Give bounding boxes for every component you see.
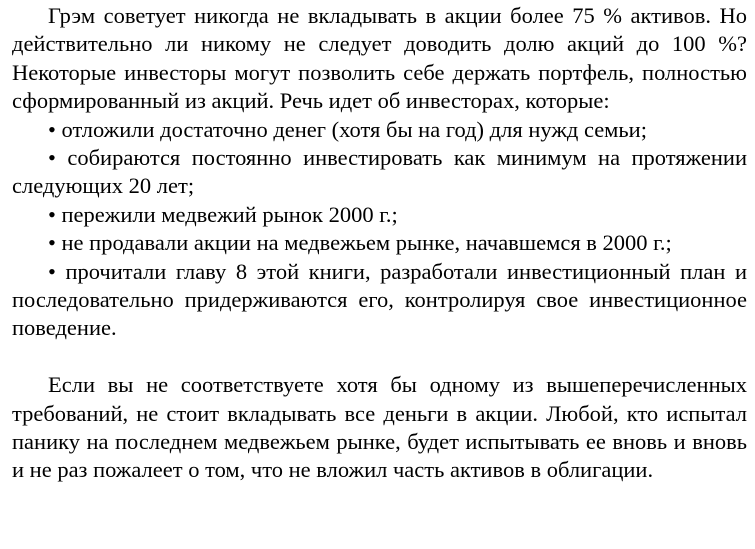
paragraph-spacer xyxy=(12,343,747,371)
bullet-text-1: отложили достаточно денег (хотя бы на год) для нужд семьи; xyxy=(61,116,647,142)
bullet-icon: • xyxy=(48,258,56,284)
bullet-icon: • xyxy=(48,230,56,256)
bullet-item-2 xyxy=(12,144,747,201)
bullet-item-4 xyxy=(12,229,747,257)
intro-paragraph: Грэм советует никогда не вкладывать в акции более 75 % активов. Но действительно ли никому не следует доводить долю акций до 100 %? Некоторые инвесторы могут позволить себе держать портфель, полностью сформированный из акций. Речь идет об инвесторах, которые: xyxy=(12,3,747,114)
bullet-text-2: собираются постоянно инвестировать как минимум на протяжении следующих 20 лет; xyxy=(12,145,748,199)
bullet-item-3 xyxy=(12,201,747,229)
bullet-text-5: прочитали главу 8 этой книги, разработали инвестиционный план и последовательно придерживаются его, контролируя свое инвестиционное поведение. xyxy=(12,258,748,341)
bullet-item-5 xyxy=(12,258,747,343)
document-text xyxy=(12,2,747,485)
bullet-item-1 xyxy=(12,116,747,144)
bullet-icon: • xyxy=(48,116,56,142)
bullet-icon: • xyxy=(48,145,56,171)
bullet-text-4: не продавали акции на медвежьем рынке, начавшемся в 2000 г.; xyxy=(61,230,672,256)
closing-paragraph: Если вы не соответствуете хотя бы одному из вышеперечисленных требований, не стоит вкладывать все деньги в акции. Любой, кто испытал панику на последнем медвежьем рынке, будет испытывать ее вновь и вновь и не раз пожалеет о том, что не вложил часть активов в облигации. xyxy=(12,372,747,483)
bullet-icon: • xyxy=(48,201,56,227)
bullet-text-3: пережили медвежий рынок 2000 г.; xyxy=(61,201,398,227)
